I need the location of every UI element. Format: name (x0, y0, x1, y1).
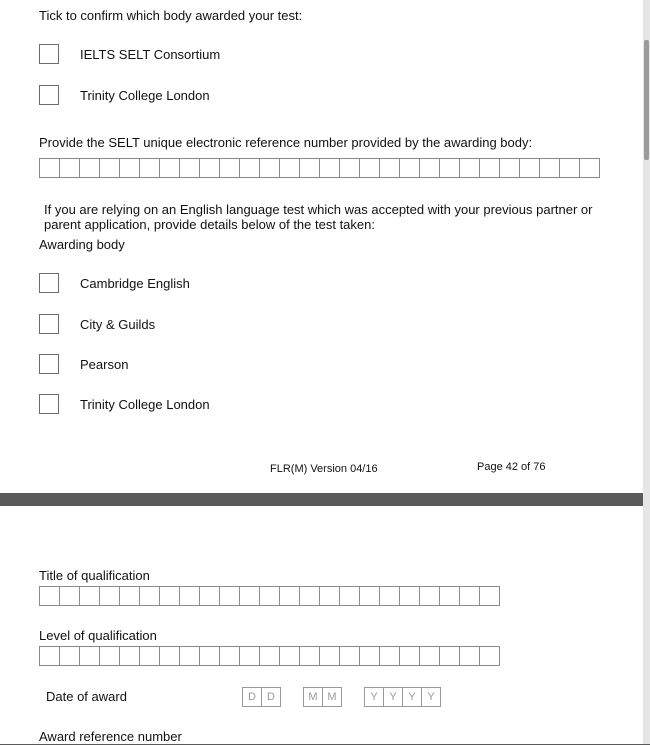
title-character-box[interactable] (380, 587, 400, 605)
title-character-box[interactable] (60, 587, 80, 605)
title-character-box[interactable] (120, 587, 140, 605)
checkbox-pearson[interactable] (39, 354, 59, 374)
date-day-box[interactable]: D (243, 688, 262, 706)
selt-reference-character-box[interactable] (300, 159, 320, 177)
option-label-pearson: Pearson (80, 357, 129, 372)
title-character-box[interactable] (240, 587, 260, 605)
level-character-box[interactable] (320, 647, 340, 665)
date-of-award-label: Date of award (46, 689, 127, 704)
selt-reference-character-box[interactable] (360, 159, 380, 177)
selt-reference-character-box[interactable] (460, 159, 480, 177)
selt-reference-character-box[interactable] (440, 159, 460, 177)
selt-reference-character-box[interactable] (500, 159, 520, 177)
checkbox-cambridge-english[interactable] (39, 273, 59, 293)
title-character-box[interactable] (460, 587, 480, 605)
option-label-trinity: Trinity College London (80, 88, 210, 103)
level-character-box[interactable] (280, 647, 300, 665)
selt-reference-character-box[interactable] (400, 159, 420, 177)
title-character-box[interactable] (340, 587, 360, 605)
selt-reference-character-box[interactable] (260, 159, 280, 177)
title-of-qualification-input[interactable] (39, 586, 500, 606)
selt-reference-character-box[interactable] (540, 159, 560, 177)
title-character-box[interactable] (220, 587, 240, 605)
level-character-box[interactable] (80, 647, 100, 665)
selt-reference-character-box[interactable] (320, 159, 340, 177)
selt-reference-character-box[interactable] (160, 159, 180, 177)
level-character-box[interactable] (100, 647, 120, 665)
level-character-box[interactable] (340, 647, 360, 665)
level-character-box[interactable] (200, 647, 220, 665)
date-year-box[interactable]: Y (422, 688, 441, 706)
scrollbar-thumb[interactable] (644, 40, 649, 160)
level-character-box[interactable] (220, 647, 240, 665)
level-character-box[interactable] (360, 647, 380, 665)
level-character-box[interactable] (480, 647, 500, 665)
level-character-box[interactable] (300, 647, 320, 665)
selt-reference-input[interactable] (39, 158, 600, 178)
selt-reference-character-box[interactable] (580, 159, 600, 177)
date-year-box[interactable]: Y (384, 688, 403, 706)
selt-reference-character-box[interactable] (280, 159, 300, 177)
title-character-box[interactable] (360, 587, 380, 605)
date-day-input[interactable] (242, 687, 281, 707)
selt-reference-character-box[interactable] (420, 159, 440, 177)
option-label-city-guilds: City & Guilds (80, 317, 156, 332)
level-character-box[interactable] (240, 647, 260, 665)
date-month-box[interactable]: M (304, 688, 323, 706)
level-character-box[interactable] (120, 647, 140, 665)
level-character-box[interactable] (380, 647, 400, 665)
option-label-cambridge: Cambridge English (80, 276, 190, 291)
level-character-box[interactable] (40, 647, 60, 665)
title-character-box[interactable] (320, 587, 340, 605)
awarding-body-prompt: Tick to confirm which body awarded your test: (39, 8, 303, 23)
checkbox-ielts-selt-consortium[interactable] (39, 44, 59, 64)
date-year-input[interactable] (364, 687, 441, 707)
level-character-box[interactable] (260, 647, 280, 665)
selt-reference-character-box[interactable] (520, 159, 540, 177)
selt-reference-character-box[interactable] (60, 159, 80, 177)
previous-test-instructions-line1: If you are relying on an English language test which was accepted with your previous partner or (44, 202, 593, 217)
footer-version: FLR(M) Version 04/16 (270, 463, 378, 475)
date-year-box[interactable]: Y (365, 688, 384, 706)
selt-reference-character-box[interactable] (200, 159, 220, 177)
title-character-box[interactable] (260, 587, 280, 605)
awarding-body-label: Awarding body (39, 237, 125, 252)
title-character-box[interactable] (100, 587, 120, 605)
level-of-qualification-label: Level of qualification (39, 628, 157, 643)
level-character-box[interactable] (180, 647, 200, 665)
level-character-box[interactable] (420, 647, 440, 665)
title-character-box[interactable] (80, 587, 100, 605)
title-character-box[interactable] (40, 587, 60, 605)
selt-reference-character-box[interactable] (120, 159, 140, 177)
level-character-box[interactable] (160, 647, 180, 665)
date-day-box[interactable]: D (262, 688, 281, 706)
footer-page-number: Page 42 of 76 (477, 461, 546, 473)
vertical-scrollbar[interactable] (643, 0, 650, 744)
title-of-qualification-label: Title of qualification (39, 568, 150, 583)
title-character-box[interactable] (180, 587, 200, 605)
level-character-box[interactable] (440, 647, 460, 665)
level-character-box[interactable] (60, 647, 80, 665)
selt-reference-character-box[interactable] (560, 159, 580, 177)
option-label-trinity-previous: Trinity College London (80, 397, 210, 412)
document-page-43 (0, 506, 643, 744)
selt-reference-character-box[interactable] (220, 159, 240, 177)
title-character-box[interactable] (140, 587, 160, 605)
checkbox-trinity-college-london-previous[interactable] (39, 394, 59, 414)
date-month-box[interactable]: M (323, 688, 342, 706)
title-character-box[interactable] (160, 587, 180, 605)
award-reference-number-label: Award reference number (39, 729, 182, 744)
selt-reference-character-box[interactable] (140, 159, 160, 177)
selt-reference-character-box[interactable] (100, 159, 120, 177)
selt-reference-label: Provide the SELT unique electronic reference number provided by the awarding body: (39, 135, 533, 150)
selt-reference-character-box[interactable] (180, 159, 200, 177)
selt-reference-character-box[interactable] (40, 159, 60, 177)
date-year-box[interactable]: Y (403, 688, 422, 706)
title-character-box[interactable] (300, 587, 320, 605)
title-character-box[interactable] (400, 587, 420, 605)
checkbox-trinity-college-london[interactable] (39, 85, 59, 105)
selt-reference-character-box[interactable] (380, 159, 400, 177)
selt-reference-character-box[interactable] (480, 159, 500, 177)
level-character-box[interactable] (460, 647, 480, 665)
title-character-box[interactable] (200, 587, 220, 605)
title-character-box[interactable] (440, 587, 460, 605)
option-label-ielts: IELTS SELT Consortium (80, 47, 221, 62)
level-character-box[interactable] (140, 647, 160, 665)
date-month-input[interactable] (303, 687, 342, 707)
checkbox-city-and-guilds[interactable] (39, 314, 59, 334)
selt-reference-character-box[interactable] (240, 159, 260, 177)
title-character-box[interactable] (420, 587, 440, 605)
level-character-box[interactable] (400, 647, 420, 665)
previous-test-instructions-line2: parent application, provide details below of the test taken: (44, 217, 375, 232)
title-character-box[interactable] (280, 587, 300, 605)
selt-reference-character-box[interactable] (80, 159, 100, 177)
selt-reference-character-box[interactable] (340, 159, 360, 177)
level-of-qualification-input[interactable] (39, 646, 500, 666)
title-character-box[interactable] (480, 587, 500, 605)
